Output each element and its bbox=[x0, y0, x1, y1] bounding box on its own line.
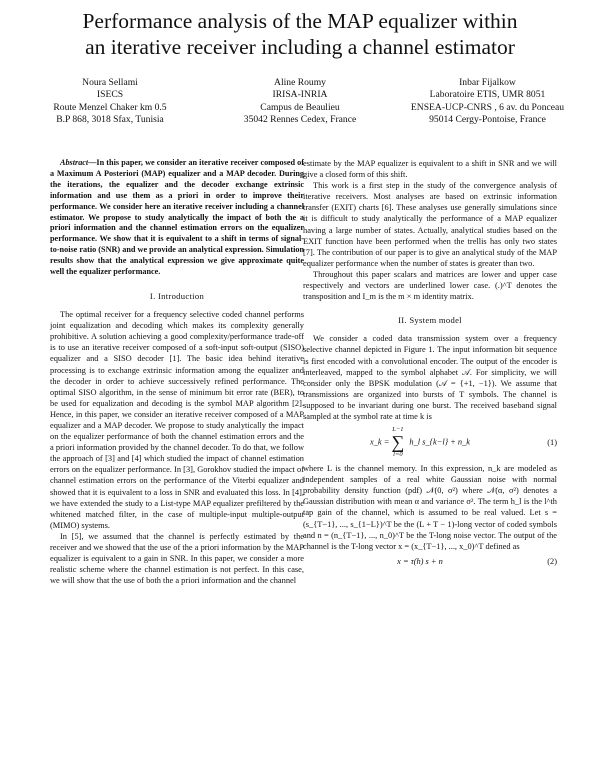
equation-2 bbox=[303, 556, 557, 567]
author-name: Aline Roumy bbox=[274, 77, 326, 88]
author-3 bbox=[395, 77, 580, 127]
section-heading-system-model: II. System model bbox=[398, 315, 462, 326]
sum-sign: ∑ bbox=[391, 432, 405, 453]
left-column bbox=[50, 158, 304, 586]
paper-title bbox=[20, 8, 580, 60]
abstract-text: —In this paper, we consider an iterative receiver composed of a Maximum A Posteriori (MAP) equalizer and a MAP decoder. During the iterations, the equalizer and the decoder exchange extrinsic information and use them as a priori in order to improve their performance. We consider here an iterative receiver including a channel estimator. We propose to study analytically the impact of both the a priori information and the channel estimation errors on the equalizer performance. We show that it is equivalent to a shift in terms of signal-to-noise ratio (SNR) and we provide an analytical expression. Simulation results show that the analytical expression we give approximate quite well the equalizer performance. bbox=[50, 158, 304, 277]
equation-1-lhs: x_k = bbox=[370, 437, 392, 447]
section-heading-introduction: I. Introduction bbox=[149, 290, 205, 301]
author-affiliation: Campus de Beaulieu bbox=[260, 101, 340, 113]
equation-1-body bbox=[303, 426, 537, 459]
equation-number: (2) bbox=[547, 556, 557, 566]
intro-paragraph: The optimal receiver for a frequency selective coded channel performs joint equalization and decoding which makes its complexity generally prohibitive. A solution achieving a good complexity/performance trade-off is to use an iterative receiver composed of a soft-input soft-output (SISO) equalizer and a SISO decoder [1]. The basic idea behind iterative processing is to exchange extrinsic information among the equalizer and the decoder in order to achieve successively refined performance. The optimal SISO algorithm, in the sense of minimum bit error rate (BER), to be used for equalization and decoding is the symbol MAP algorithm [2]. Hence, in this paper, we consider an iterative receiver composed of a MAP equalizer and a MAP decoder. We propose to study analytically the impact on the equalizer performance of both the channel estimation errors and the a priori information provided by the channel decoder. To do that, we follow the approach of [3] and [4] which studied the impact of channel estimation errors on the equalizer performance. In [3], Gorokhov studied the impact of channel estimation errors on the performance of the Viterbi equalizer and showed that it is equivalent to a loss in SNR and evaluated this loss. In [4], we have extended the study to a List-type MAP equalizer prefiltered by the whitened matched filter, in the case of multiple-input multiple-output (MIMO) systems. bbox=[50, 310, 304, 530]
author-name: Inbar Fijalkow bbox=[459, 77, 516, 88]
body-paragraph: We consider a coded data transmission system over a frequency selective channel depicted in Figure 1. The input information bit sequence is first encoded with a convolutional encoder. The output of the encoder is interleaved, mapped to the symbol alphabet 𝒜. For simplicity, we will consider only the BPSK modulation (𝒜 = {+1, −1}). We assume that transmissions are organized into bursts of T symbols. The channel is supposed to be invariant during one burst. The received baseband signal sampled at the symbol rate at time k is bbox=[303, 334, 557, 421]
author-affiliation: ENSEA-UCP-CNRS , 6 av. du Ponceau bbox=[410, 101, 565, 113]
abstract bbox=[50, 158, 304, 278]
author-affiliation: ISECS bbox=[96, 89, 124, 101]
author-affiliation: Route Menzel Chaker km 0.5 bbox=[53, 101, 167, 113]
sum-operator bbox=[391, 426, 404, 459]
abstract-label: Abstract bbox=[60, 158, 89, 167]
equation-1-rhs: h_l s_{k−l} + n_k bbox=[407, 437, 470, 447]
equation-1 bbox=[303, 426, 557, 459]
author-2 bbox=[220, 77, 380, 127]
body-paragraph: estimate by the MAP equalizer is equivalent to a shift in SNR and we will give a closed form of this shift. bbox=[303, 159, 557, 180]
intro-paragraph: In [5], we assumed that the channel is perfectly estimated by the receiver and we showed that the use of the a priori information by the MAP equalizer is equivalent to a gain in SNR. In this paper, we consider a more realistic scheme where the channel estimation is not perfect. In this case, we will show that the use of both the a priori information and the channel bbox=[50, 531, 304, 586]
body-paragraph: Throughout this paper scalars and matrices are lower and upper case respectively and vectors are underlined lower case. (.)^T denotes the transposition and I_m is the m × m identity matrix. bbox=[303, 269, 557, 302]
sum-upper-limit: L−1 bbox=[392, 426, 404, 434]
sum-lower-limit: l=0 bbox=[393, 451, 403, 459]
author-block bbox=[40, 77, 580, 137]
author-1 bbox=[40, 77, 180, 127]
equation-2-body: x = τ(h) s + n bbox=[397, 556, 443, 566]
author-affiliation: IRISA-INRIA bbox=[272, 89, 328, 101]
author-affiliation: Laboratoire ETIS, UMR 8051 bbox=[429, 89, 546, 101]
equation-number: (1) bbox=[547, 438, 557, 448]
body-paragraph: where L is the channel memory. In this expression, n_k are modeled as independent samples of a real white Gaussian noise with normal probability density function (pdf) 𝒩(0, σ²) where 𝒩(α, σ²) denotes a Gaussian distribution with mean α and variance σ². The term h_l is the l^th tap gain of the channel, which is assumed to be real valued. Let s = (s_{T−1}, ..., s_{1−L})^T be the (L + T − 1)-long vector of coded symbols and n = (n_{T−1}, ..., n_0)^T be the T-long noise vector. The output of the channel is the T-long vector x = (x_{T−1}, ..., x_0)^T defined as bbox=[303, 464, 557, 551]
author-affiliation: 35042 Rennes Cedex, France bbox=[243, 114, 357, 126]
author-affiliation: 95014 Cergy-Pontoise, France bbox=[429, 114, 546, 126]
title-line-1: Performance analysis of the MAP equalizer within bbox=[82, 9, 518, 33]
author-affiliation: B.P 868, 3018 Sfax, Tunisia bbox=[56, 114, 164, 126]
title-line-2: an iterative receiver including a channel estimator bbox=[85, 35, 515, 59]
body-paragraph: This work is a first step in the study of the convergence analysis of iterative receivers. Most analyses are based on extrinsic information transfer (EXIT) charts [6]. These analyses use generally simulations since it is difficult to study analytically the performance of a MAP equalizer having a large number of states. Actually, analytical studies based on the EXIT function have been performed when the trellis has only two states [7]. The contribution of our paper is to give an analytical study of the MAP equalizer performance when the number of states is greater than two. bbox=[303, 181, 557, 268]
author-name: Noura Sellami bbox=[82, 77, 138, 88]
right-column bbox=[303, 158, 557, 567]
